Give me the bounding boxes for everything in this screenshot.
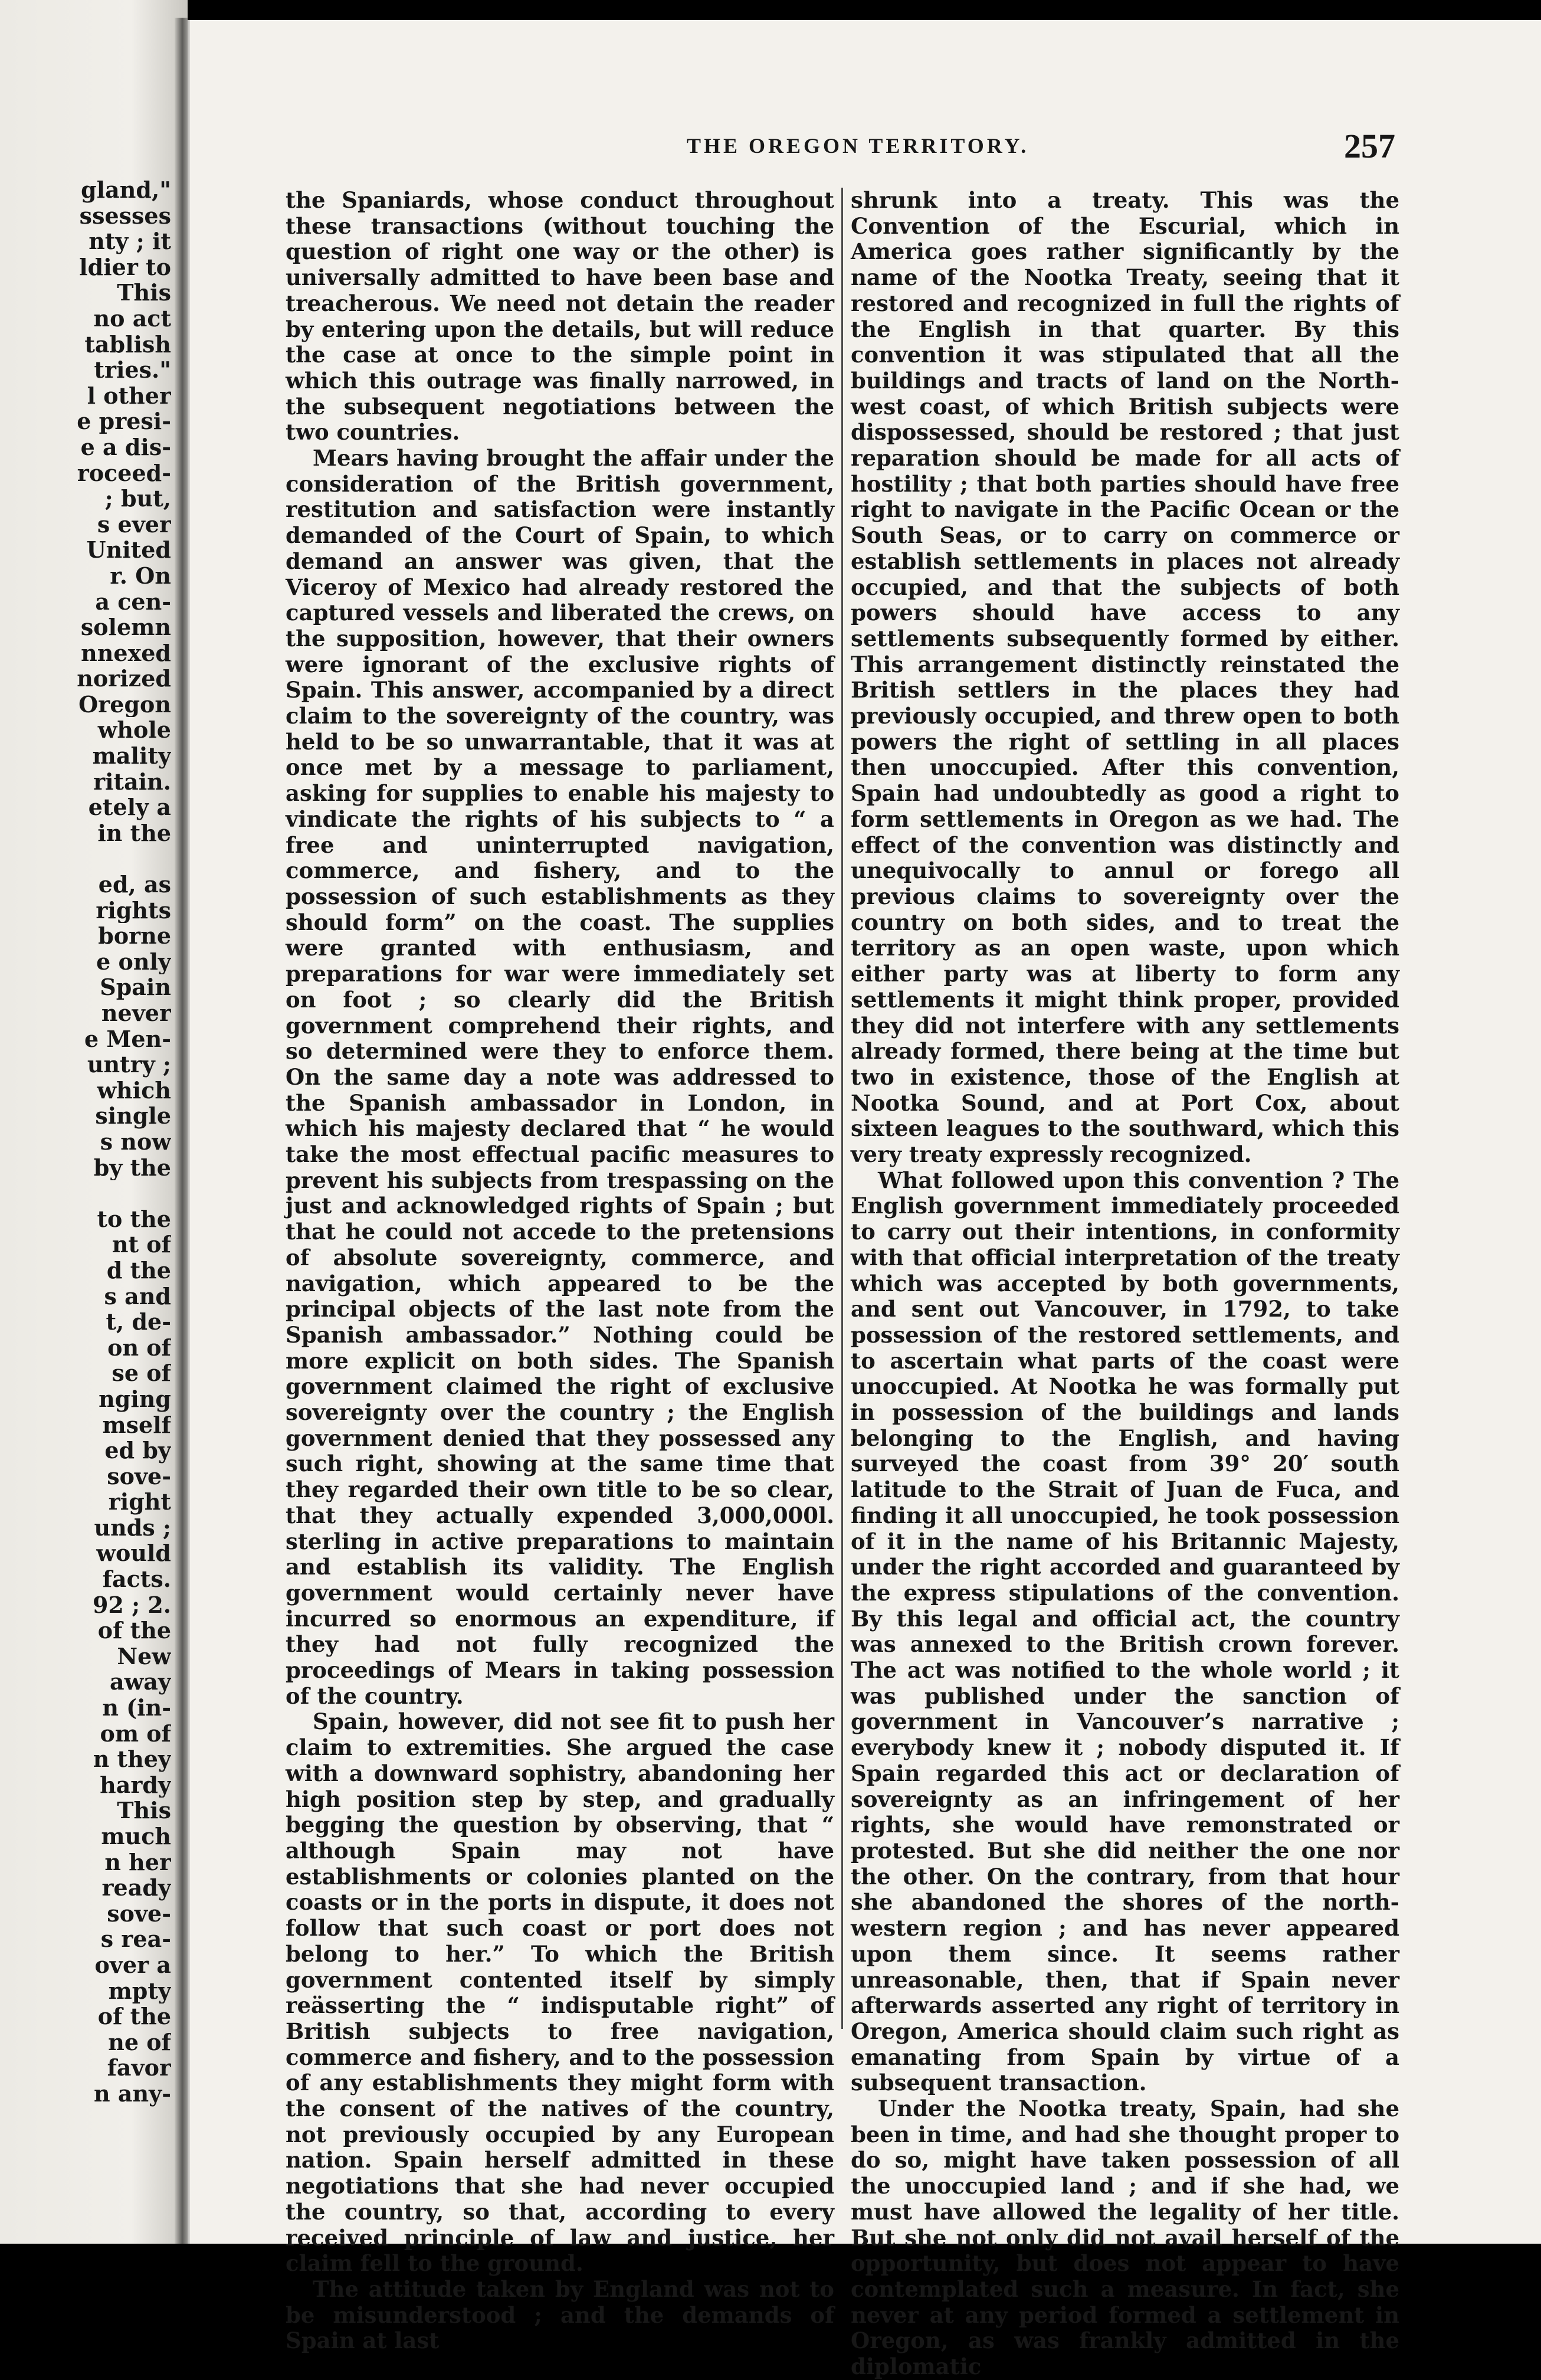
fragment-line: This [117, 1798, 171, 1824]
fragment-line: nt of [112, 1232, 171, 1258]
fragment-line: in the [97, 820, 171, 846]
fragment-line: solemn [80, 614, 171, 640]
fragment-line: would [96, 1540, 171, 1567]
fragment-line: single [95, 1103, 171, 1129]
fragment-line: which [97, 1077, 171, 1104]
paragraph: What followed upon this convention ? The English government immediately proceeded to carry out their intentions, in conformity with that official interpretation of the treaty which was accepted by both governments, and sent out Vancouver, in 1792, to take possession of the restored settlements, and to ascertain what parts of the coast were unoccupied. At Nootka he was formally put in possession of the buildings and lands belonging to the English, and having surveyed the coast from 39° 20′ south latitude to the Strait of Juan de Fuca, and finding it all unoccupied, he took possession of it in the name of his Britannic Majesty, under the right accorded and guaranteed by the express stipulations of the convention. By this legal and official act, the country was annexed to the British crown forever. The act was notified to the whole world ; it was published under the sanction of government in Vancouver’s narrative ; everybody knew it ; nobody disputed it. If Spain regarded this act or declaration of sovereignty as an infringement of her rights, she would have remonstrated or protested. But she did neither the one nor the other. On the contrary, from that hour she abandoned the shores of the north-western region ; and has never appeared upon them since. It seems rather unreasonable, then, that if Spain never afterwards asserted any right of territory in Oregon, America should claim such right as emanating from Spain by virtue of a subsequent transaction. [851, 1167, 1399, 2096]
fragment-line: United [86, 537, 171, 563]
adjacent-page-text [0, 177, 171, 2107]
fragment-line: facts. [102, 1566, 171, 1592]
running-title: THE OREGON TERRITORY. [687, 134, 1029, 158]
fragment-line: e only [96, 948, 171, 975]
fragment-line: nnexed [81, 640, 171, 666]
fragment-line: no act [93, 305, 171, 332]
fragment-line: s ever [97, 511, 171, 538]
fragment-line: etely a [88, 794, 171, 820]
paragraph: Mears having brought the affair under the consideration of the British government, restitution and satisfaction were instantly demanded of the Court of Spain, to which demand an answer was given, that the Viceroy of Mexico had already restored the captured vessels and liberated the crews, on the supposition, however, that their owners were ignorant of the exclusive rights of Spain. This answer, accompanied by a direct claim to the sovereignty of the country, was held to be so unwarrantable, that it was at once met by a message to parliament, asking for supplies to enable his majesty to vindicate the rights of his subjects to “ a free and uninterrupted navigation, commerce, and fishery, and to the possession of such establishments as they should form” on the coast. The supplies were granted with enthusiasm, and preparations for war were immediately set on foot ; so clearly did the British government comprehend their rights, and so determined were they to enforce them. On the same day a note was addressed to the Spanish ambassador in London, in which his majesty declared that “ he would take the most effectual pacific measures to prevent his subjects from trespassing on the just and acknowledged rights of Spain ; but that he could not accede to the pretensions of absolute sovereignty, commerce, and navigation, which appeared to be the principal objects of the last note from the Spanish ambassador.” Nothing could be more explicit on both sides. The Spanish government claimed the right of exclusive sovereignty over the country ; the English government denied that they possessed any such right, showing at the same time that they regarded their own title to be so clear, that they actually expended 3,000,000l. sterling in active preparations to maintain and establish its validity. The English government would certainly never have incurred so enormous an expenditure, if they had not fully recognized the proceedings of Mears in taking possession of the country. [286, 445, 834, 1709]
fragment-line: d the [106, 1257, 171, 1284]
fragment-line: n any- [94, 2080, 171, 2107]
fragment-line: hardy [100, 1772, 171, 1798]
fragment-line [0, 1180, 171, 1206]
fragment-line: 92 ; 2. [92, 1592, 171, 1618]
fragment-line: e Men- [84, 1026, 171, 1052]
paragraph: the Spaniards, whose conduct throughout these transactions (without touching the question of right one way or the other) is universally admitted to have been base and treacherous. We need not detain the reader by entering upon the details, but will reduce the case at once to the simple point in which this outrage was finally narrowed, in the subsequent negotiations between the two countries. [286, 187, 834, 446]
fragment-line: t, de- [106, 1309, 171, 1335]
fragment-line: a cen- [95, 588, 171, 615]
fragment-line: n they [93, 1746, 171, 1772]
fragment-line: untry ; [87, 1052, 171, 1078]
fragment-line: ssesses [79, 202, 171, 229]
fragment-line: unds ; [94, 1514, 171, 1541]
paragraph: Under the Nootka treaty, Spain, had she been in time, and had she thought proper to do so, might have taken possession of all the unoccupied land ; and if she had, we must have allowed the legality of her title. But she not only did not avail herself of the opportunity, but does not appear to have contemplated such a measure. In fact, she never at any period formed a settlement in Oregon, as was frankly admitted in the diplomatic [851, 2096, 1399, 2380]
fragment-line: l other [87, 382, 171, 409]
fragment-line: favor [107, 2055, 171, 2081]
fragment-line: norized [77, 666, 171, 692]
fragment-line: on of [107, 1334, 171, 1361]
fragment-line: This [117, 280, 171, 306]
fragment-line: ed, as [98, 872, 171, 898]
fragment-line: ed by [104, 1438, 171, 1464]
fragment-line: mself [102, 1412, 171, 1438]
fragment-line: ready [101, 1875, 171, 1901]
fragment-line: New [117, 1643, 171, 1669]
fragment-line: sove- [107, 1900, 171, 1927]
fragment-line: to the [97, 1206, 171, 1232]
fragment-line: n (in- [102, 1695, 171, 1721]
left-column [286, 188, 834, 2354]
right-column [851, 188, 1399, 2380]
fragment-line: gland," [81, 177, 171, 203]
fragment-line: e presi- [77, 408, 171, 434]
fragment-line: over a [94, 1952, 171, 1978]
fragment-line: of the [97, 2003, 171, 2029]
fragment-line: om of [100, 1720, 171, 1747]
fragment-line: away [109, 1669, 171, 1695]
fragment-line: ne of [108, 2029, 171, 2055]
paragraph: shrunk into a treaty. This was the Convention of the Escurial, which in America goes rather significantly by the name of the Nootka Treaty, seeing that it restored and recognized in full the rights of the English in that quarter. By this convention it was stipulated that all the buildings and tracts of land on the North-west coast, of which British subjects were dispossessed, should be restored ; that just reparation should be made for all acts of hostility ; that both parties should have free right to navigate in the Pacific Ocean or the South Seas, or to carry on commerce or establish settlements in places not already occupied, and that the subjects of both powers should have access to any settlements subsequently formed by either. This arrangement distinctly reinstated the British settlers in the places they had previously occupied, and threw open to both powers the right of settling in all places then unoccupied. After this convention, Spain had undoubtedly as good a right to form settlements in Oregon as we had. The effect of the convention was distinctly and unequivocally to annul or forego all previous claims to sovereignty over the country on both sides, and to treat the territory as an open waste, upon which either party was at liberty to form any settlements it might think proper, provided they did not interfere with any settlements already formed, there being at the time but two in existence, those of the English at Nootka Sound, and at Port Cox, about sixteen leagues to the southward, which this very treaty expressly recognized. [851, 187, 1399, 1168]
adjacent-page-strip [0, 0, 188, 2244]
fragment-line: ldier to [79, 254, 171, 280]
fragment-line: never [101, 1000, 171, 1026]
fragment-line: of the [97, 1618, 171, 1644]
column-divider [841, 188, 843, 2029]
paragraph: The attitude taken by England was not to be misunderstood ; and the demands of Spain at last [286, 2276, 834, 2354]
fragment-line: mpty [108, 1978, 171, 2004]
fragment-line: roceed- [77, 460, 171, 486]
fragment-line: tries." [94, 357, 171, 383]
fragment-line: by the [93, 1154, 171, 1181]
fragment-line: e a dis- [80, 434, 171, 460]
fragment-line: borne [98, 923, 171, 949]
fragment-line: n her [104, 1849, 171, 1875]
fragment-line: Oregon [78, 691, 171, 718]
fragment-line: ; but, [104, 486, 171, 512]
fragment-line: right [108, 1489, 171, 1515]
page-number: 257 [1344, 127, 1395, 165]
fragment-line: s and [104, 1283, 171, 1310]
gutter-shadow [175, 18, 190, 2244]
fragment-line: rights [96, 897, 171, 924]
fragment-line: tablish [84, 331, 171, 358]
fragment-line [0, 846, 171, 872]
fragment-line: s rea- [100, 1926, 171, 1952]
fragment-line: mality [92, 743, 171, 769]
fragment-line: sove- [107, 1463, 171, 1489]
fragment-line: s now [100, 1128, 171, 1155]
fragment-line: nging [99, 1386, 171, 1412]
fragment-line: se of [112, 1360, 171, 1386]
fragment-line: ritain. [93, 768, 171, 795]
fragment-line: nty ; it [88, 228, 171, 254]
fragment-line: r. On [110, 562, 171, 589]
fragment-line: much [101, 1824, 171, 1849]
fragment-line: whole [97, 717, 171, 744]
paragraph: Spain, however, did not see fit to push her claim to extremities. She argued the case with a downward sophistry, abandoning her high position step by step, and gradually begging the question by observing, that “ although Spain may not have establishments or colonies planted on the coasts or in the ports in dispute, it does not follow that such coast or port does not belong to her.” To which the British government contented itself by simply reässerting the “ indisputable right” of British subjects to free navigation, commerce and fishery, and to the possession of any establishments they might form with the consent of the natives of the country, not previously occupied by any European nation. Spain herself admitted in these negotiations that she had never occupied the country, so that, according to every received principle of law and justice, her claim fell to the ground. [286, 1708, 834, 2277]
fragment-line: Spain [100, 974, 171, 1000]
